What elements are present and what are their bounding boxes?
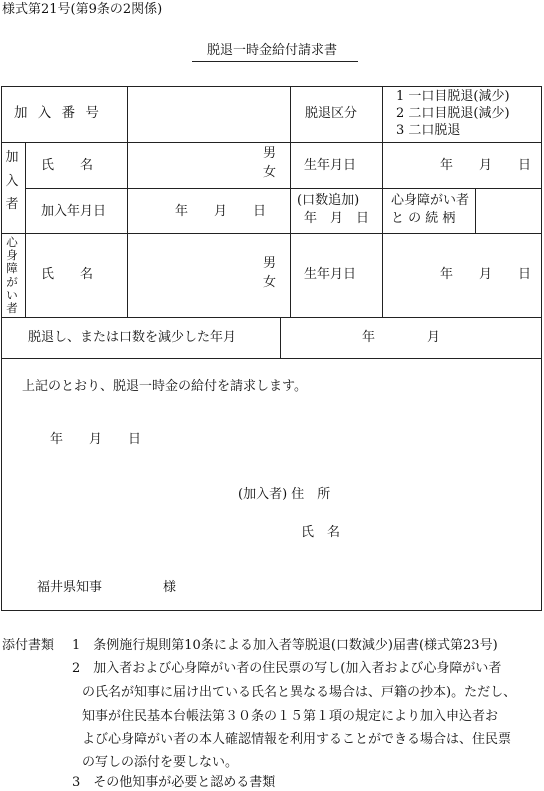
withdrawal-option-1[interactable]: 1 一口目脱退(減少)	[396, 89, 510, 104]
row-divider	[1, 142, 542, 143]
addressee-honorific: 様	[163, 580, 177, 595]
attachment-item: 知事が住民基本台帳法第３０条の１５第１項の規定により加入申込者お	[82, 709, 499, 724]
subscriber-birth-label: 生年月日	[304, 158, 357, 173]
col-divider	[382, 233, 383, 317]
row-divider	[25, 188, 542, 189]
row-divider	[1, 233, 542, 234]
disabled-birth-value[interactable]: 年 月 日	[440, 267, 532, 282]
withdrawal-date-label: 脱退し、または口数を減少した年月	[28, 330, 237, 345]
col-divider	[475, 188, 476, 233]
col-divider	[290, 233, 291, 317]
subscriber-female-option[interactable]: 女	[263, 165, 277, 180]
attachment-item: よび心身障がい者の本人確認情報を利用することができる場合は、住民票	[82, 732, 512, 747]
row-divider	[1, 358, 542, 359]
disabled-name-field[interactable]	[132, 238, 257, 312]
withdrawal-option-3[interactable]: 3 二口脱退	[396, 123, 461, 138]
disabled-side-label: 心 身 障 が い 者	[6, 235, 18, 316]
withdrawal-date-value[interactable]: 年 月	[362, 330, 441, 345]
request-date[interactable]: 年 月 日	[50, 432, 142, 447]
subscriber-name-field[interactable]	[132, 146, 257, 184]
withdrawal-option-2[interactable]: 2 二口目脱退(減少)	[396, 106, 510, 121]
relation-field[interactable]	[479, 192, 537, 230]
relation-label-2: と の 続 柄	[391, 211, 456, 226]
attachment-item: 3 その他知事が必要と認める書類	[72, 775, 276, 790]
attachments-heading: 添付書類	[2, 638, 55, 653]
attachment-item: 1 条例施行規則第10条による加入者等脱退(口数減少)届書(様式第23号)	[72, 638, 498, 653]
subscriber-side-label: 加 入 者	[5, 150, 19, 213]
document-title: 脱退一時金給付請求書	[207, 43, 338, 58]
subscriber-birth-value[interactable]: 年 月 日	[440, 158, 532, 173]
subscriber-male-option[interactable]: 男	[263, 146, 277, 161]
disabled-male-option[interactable]: 男	[263, 256, 277, 271]
join-date-value[interactable]: 年 月 日	[175, 204, 267, 219]
row-divider	[1, 317, 542, 318]
disabled-birth-label: 生年月日	[304, 267, 357, 282]
col-divider	[25, 142, 26, 317]
withdrawal-type-label: 脱退区分	[305, 106, 358, 121]
applicant-name-field[interactable]	[352, 522, 532, 542]
title-underline	[192, 61, 358, 62]
unit-add-date[interactable]: 年 月 日	[304, 211, 370, 226]
applicant-address-field[interactable]	[352, 484, 532, 504]
subscriber-name-label: 氏 名	[41, 158, 94, 173]
relation-label-1: 心身障がい者	[391, 193, 470, 208]
attachment-item: 2 加入者および心身障がい者の住民票の写し(加入者および心身障がい者	[72, 661, 502, 676]
disabled-name-label: 氏 名	[41, 267, 94, 282]
member-number-label: 加 入 番 号	[14, 105, 102, 121]
col-divider	[127, 86, 128, 142]
col-divider	[290, 86, 291, 233]
request-statement: 上記のとおり、脱退一時金の給付を請求します。	[22, 379, 307, 394]
form-number: 様式第21号(第9条の2関係)	[2, 2, 163, 17]
attachment-item: の氏名が知事に届け出ている氏名と異なる場合は、戸籍の抄本)。ただし、	[82, 685, 517, 700]
join-date-label: 加入年月日	[41, 204, 107, 219]
unit-add-label: (口数追加)	[297, 193, 360, 208]
col-divider	[382, 86, 383, 233]
applicant-name-label: 氏 名	[301, 525, 341, 540]
addressee: 福井県知事	[37, 580, 103, 595]
col-divider	[280, 317, 281, 358]
disabled-female-option[interactable]: 女	[263, 275, 277, 290]
member-number-field[interactable]	[132, 92, 284, 136]
attachment-item: の写しの添付を要しない。	[82, 755, 239, 770]
applicant-address-label: (加入者) 住 所	[238, 487, 331, 502]
col-divider	[127, 142, 128, 317]
